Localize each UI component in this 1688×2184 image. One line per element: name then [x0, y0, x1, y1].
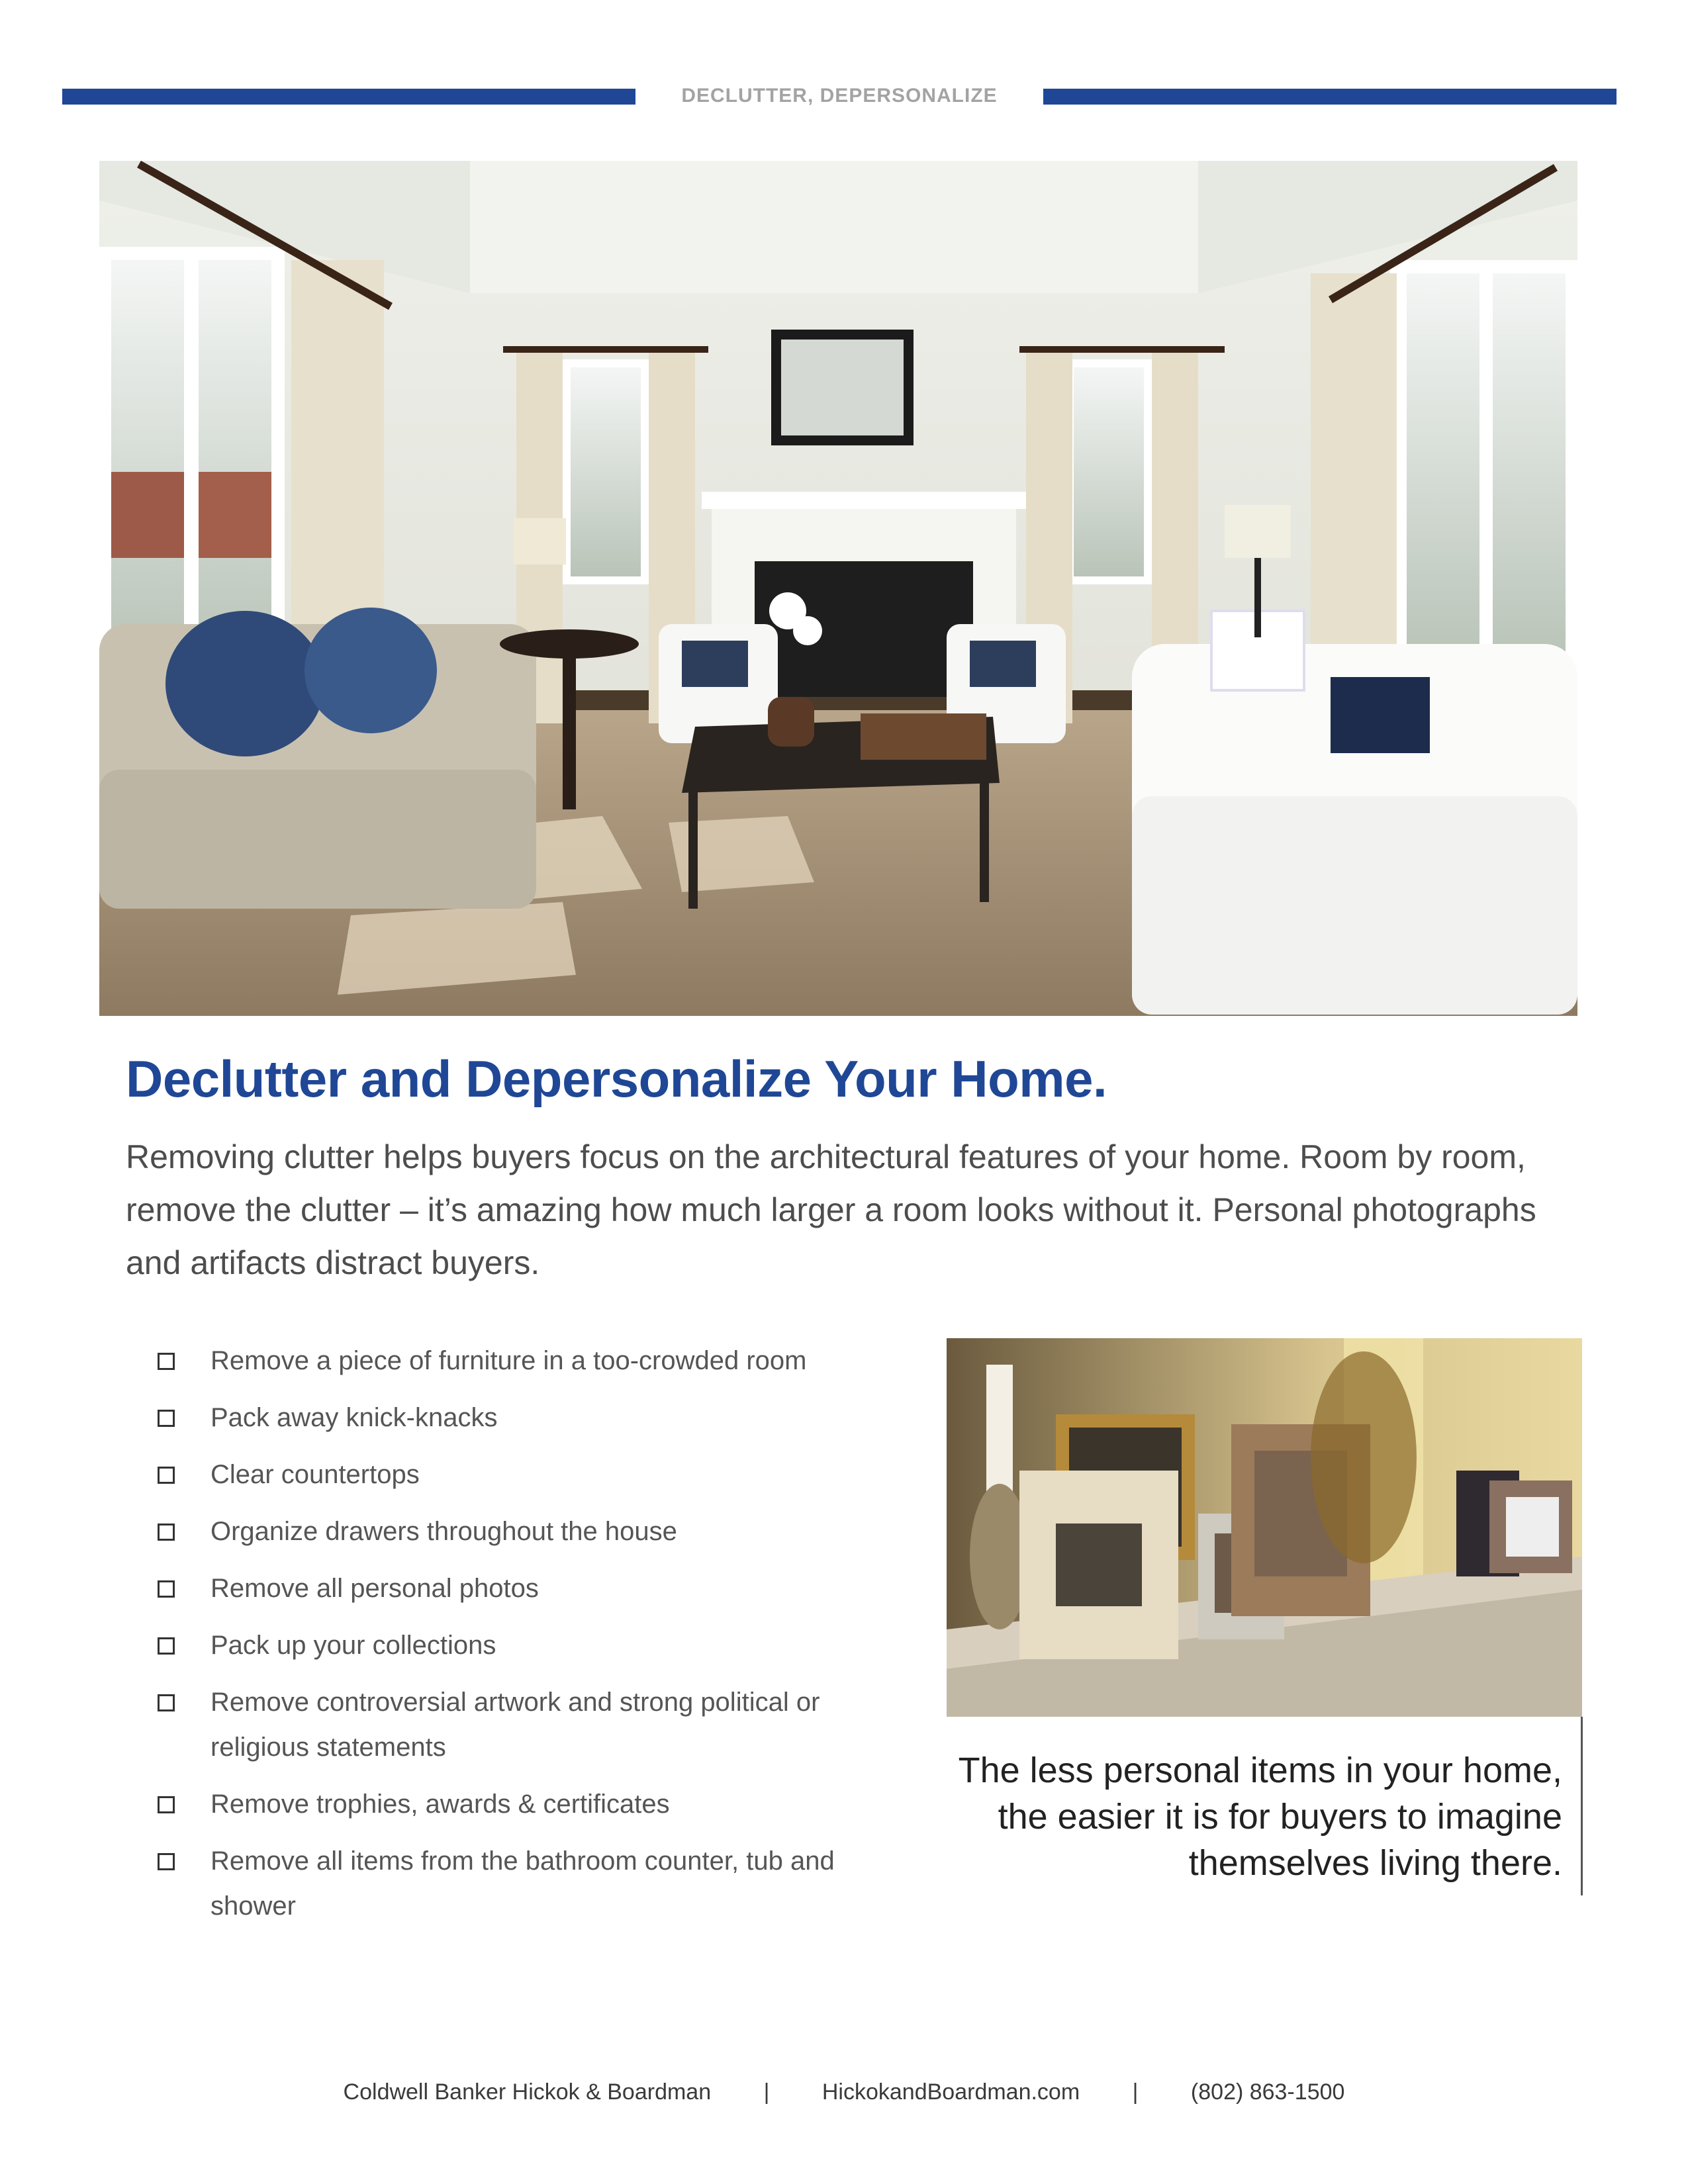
- checklist-item-text: Pack away knick-knacks: [211, 1403, 498, 1432]
- checklist-item-text: Remove trophies, awards & certificates: [211, 1790, 670, 1819]
- checklist-item-text: Remove a piece of furniture in a too-crowded room: [211, 1346, 807, 1375]
- photo-caption: The less personal items in your home, the easier it is for buyers to imagine themselves living there.: [958, 1751, 1562, 1883]
- page-title: Declutter and Depersonalize Your Home.: [126, 1050, 1107, 1108]
- checkbox-icon[interactable]: [158, 1524, 175, 1541]
- checkbox-icon[interactable]: [158, 1410, 175, 1427]
- checklist-item: [156, 1509, 917, 1554]
- checkbox-icon[interactable]: [158, 1580, 175, 1598]
- checklist-item-text: Remove all personal photos: [211, 1574, 539, 1603]
- footer-phone[interactable]: (802) 863-1500: [1190, 2079, 1345, 2105]
- checkbox-icon[interactable]: [158, 1853, 175, 1870]
- checklist-item: [156, 1566, 917, 1611]
- header-rule-right: [1043, 89, 1617, 105]
- footer-separator: |: [763, 2079, 770, 2105]
- checkbox-icon[interactable]: [158, 1467, 175, 1484]
- header-rule-left: [62, 89, 635, 105]
- checklist-item: [156, 1680, 917, 1770]
- checklist-item-text: Pack up your collections: [211, 1631, 496, 1660]
- section-label: DECLUTTER, DEPERSONALIZE: [681, 85, 998, 107]
- checkbox-icon[interactable]: [158, 1353, 175, 1370]
- checklist-item-text: Remove controversial artwork and strong political or religious statements: [211, 1688, 820, 1762]
- footer-company: Coldwell Banker Hickok & Boardman: [343, 2079, 712, 2105]
- intro-paragraph: Removing clutter helps buyers focus on the architectural features of your home. Room by room, remove the clutter – it’s amazing how much larger a room looks without it. Personal photographs and artifacts distract buyers.: [126, 1138, 1536, 1281]
- checklist-item-text: Remove all items from the bathroom counter, tub and shower: [211, 1846, 835, 1921]
- caption-rule: [1581, 1717, 1583, 1895]
- living-room-photo: [99, 161, 1577, 1016]
- checkbox-icon[interactable]: [158, 1796, 175, 1813]
- checklist-item: [156, 1452, 917, 1497]
- mantel-photo: [947, 1338, 1582, 1717]
- checklist-item: [156, 1839, 917, 1929]
- checklist-item: [156, 1623, 917, 1668]
- checklist-item-text: Organize drawers throughout the house: [211, 1517, 677, 1546]
- footer-separator: |: [1132, 2079, 1139, 2105]
- footer-website-link[interactable]: HickokandBoardman.com: [821, 2079, 1080, 2105]
- checkbox-icon[interactable]: [158, 1637, 175, 1655]
- checklist-item: [156, 1782, 917, 1827]
- checklist-item-text: Clear countertops: [211, 1460, 420, 1489]
- checklist-item: [156, 1395, 917, 1440]
- footer: [0, 2079, 1688, 2105]
- declutter-checklist: [156, 1338, 917, 1940]
- checklist-item: [156, 1338, 917, 1383]
- checkbox-icon[interactable]: [158, 1694, 175, 1711]
